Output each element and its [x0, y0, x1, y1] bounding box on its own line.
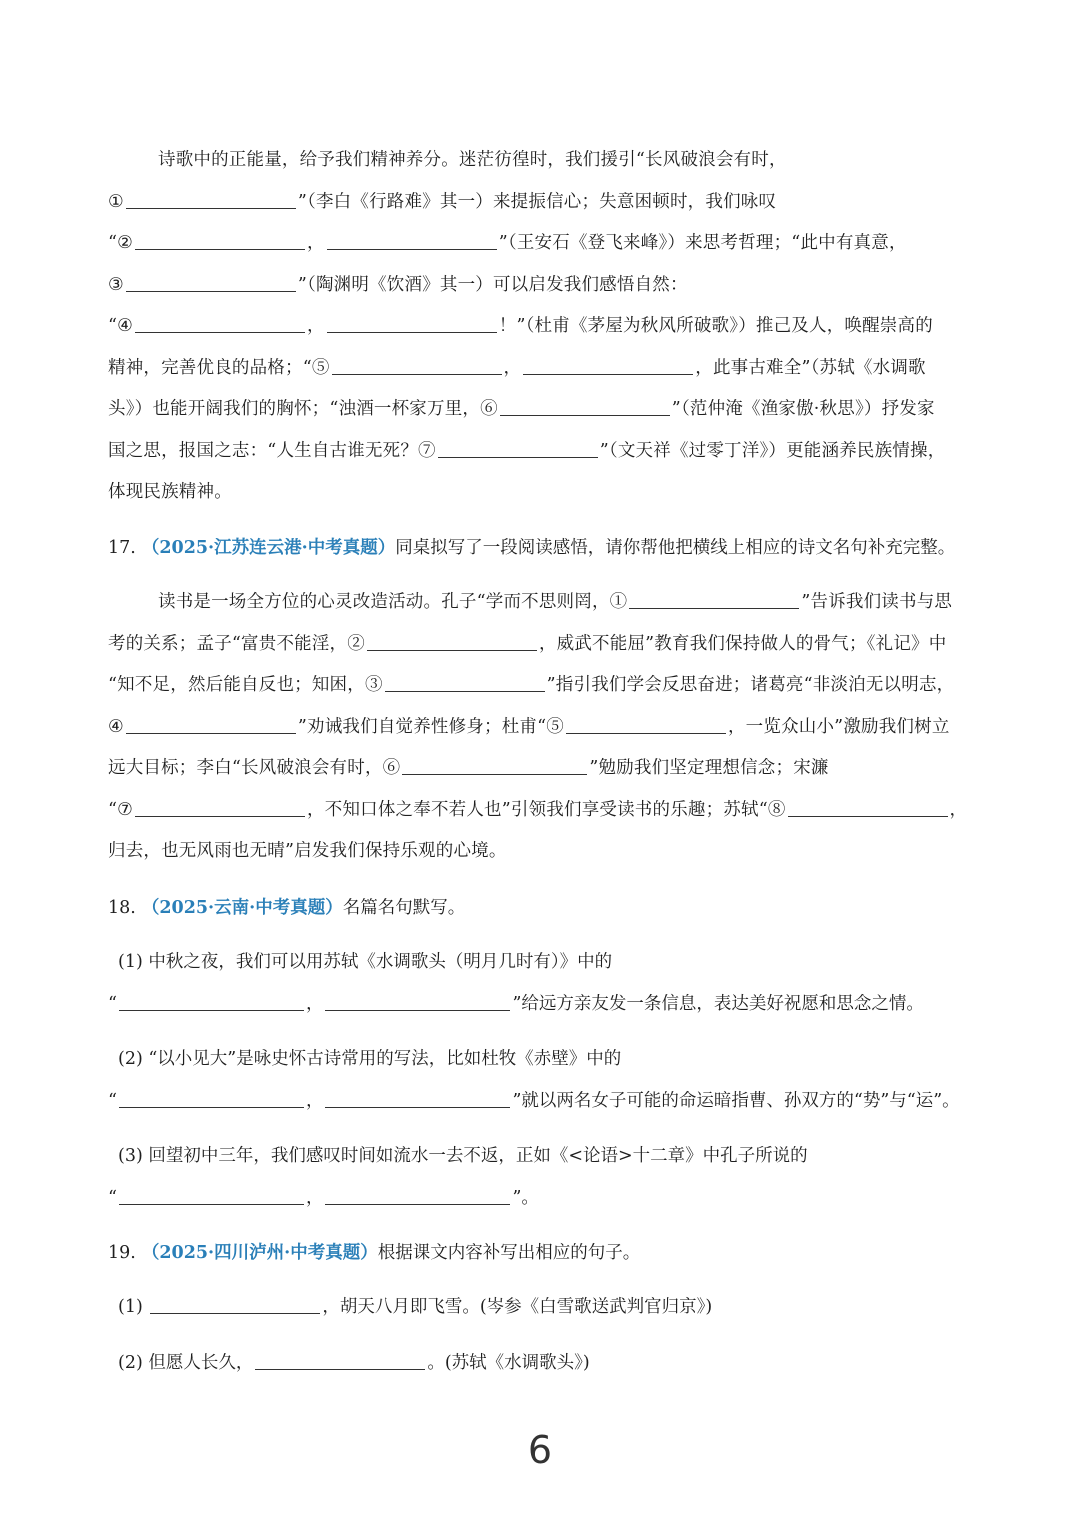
text: (3) 回望初中三年，我们感叹时间如流水一去不返，正如《<论语>十二章》中孔子所说的	[118, 1146, 808, 1166]
text: ”（陶渊明《饮酒》其一）可以启发我们感悟自然：	[297, 274, 688, 295]
question-18-part-3-answer	[108, 1183, 974, 1213]
answer-blank[interactable]	[367, 632, 537, 651]
text: ③	[108, 274, 124, 295]
text: ，	[503, 357, 522, 378]
passage-line	[108, 624, 974, 666]
text: ”（范仲淹《渔家傲·秋思》）抒发家	[671, 399, 935, 419]
answer-blank[interactable]	[135, 798, 305, 817]
text: ”（文天祥《过零丁洋》）更能涵养民族情操，	[599, 440, 946, 461]
text: (1) 中秋之夜，我们可以用苏轼《水调歌头（明月几时有）》中的	[118, 952, 613, 972]
passage-17	[108, 582, 974, 873]
question-19-part-2	[118, 1348, 974, 1378]
text: ”（王安石《登飞来峰》）来思考哲理；“此中有真意，	[498, 233, 907, 253]
text: (1)	[118, 1297, 149, 1317]
question-18-part-1-answer	[108, 989, 974, 1019]
text: (2) “以小见大”是咏史怀古诗常用的写法，比如杜牧《赤壁》中的	[118, 1049, 622, 1069]
answer-blank[interactable]	[126, 273, 296, 292]
text: ”告诉我们读书与思	[801, 592, 953, 612]
answer-blank[interactable]	[255, 1351, 425, 1370]
page-number: 6	[527, 1428, 553, 1472]
question-number: 19.	[108, 1243, 136, 1263]
answer-blank[interactable]	[327, 314, 497, 333]
answer-blank[interactable]	[332, 356, 502, 375]
text: 读书是一场全方位的心灵改造活动。孔子“学而不思则罔，①	[158, 592, 628, 612]
answer-blank[interactable]	[327, 231, 497, 250]
text: ，	[949, 799, 968, 820]
answer-blank[interactable]	[325, 1186, 510, 1205]
passage-line	[108, 182, 974, 224]
passage-line	[108, 223, 974, 265]
text: ，	[305, 994, 324, 1014]
answer-blank[interactable]	[402, 756, 587, 775]
answer-blank[interactable]	[566, 715, 726, 734]
text: ”（李白《行路难》其一）来提振信心；失意困顿时，我们咏叹	[297, 191, 777, 212]
answer-blank[interactable]	[135, 314, 305, 333]
passage-line	[108, 265, 974, 307]
passage-line	[108, 140, 974, 182]
text: 远大目标；李白“长风破浪会有时，⑥	[108, 758, 401, 778]
answer-blank[interactable]	[788, 798, 948, 817]
question-prompt: 根据课文内容补写出相应的句子。	[377, 1243, 641, 1263]
question-18-header	[108, 893, 974, 923]
question-18-part-3	[118, 1141, 974, 1171]
text: “⑦	[108, 799, 134, 820]
answer-blank[interactable]	[325, 992, 510, 1011]
text: “	[108, 994, 117, 1014]
text: ，胡天八月即飞雪。(岑参《白雪歌送武判官归京》)	[322, 1297, 713, 1317]
text: “	[108, 1091, 117, 1111]
passage-line	[108, 748, 974, 790]
text: ”给远方亲友发一条信息，表达美好祝愿和思念之情。	[512, 994, 924, 1014]
text: 考的关系；孟子“富贵不能淫，②	[108, 633, 365, 654]
text: (2) 但愿人长久，	[118, 1353, 254, 1373]
text: 国之思，报国之志：“人生自古谁无死？⑦	[108, 440, 436, 461]
text: ”就以两名女子可能的命运暗指曹、孙双方的“势”与“运”。	[512, 1091, 960, 1111]
answer-blank[interactable]	[126, 190, 296, 209]
question-18-part-2	[118, 1044, 974, 1074]
answer-blank[interactable]	[119, 1186, 304, 1205]
question-18-part-2-answer	[108, 1086, 974, 1116]
text: 头》）也能开阔我们的胸怀；“浊酒一杯家万里，⑥	[108, 399, 498, 419]
text: “知不足，然后能自反也；知困，③	[108, 675, 383, 695]
question-source: （2025·江苏连云港·中考真题）	[141, 538, 396, 558]
text: 归去，也无风雨也无晴”启发我们保持乐观的心境。	[108, 841, 507, 861]
answer-blank[interactable]	[119, 1089, 304, 1108]
question-19-header	[108, 1238, 974, 1268]
passage-line	[108, 831, 974, 873]
answer-blank[interactable]	[385, 673, 545, 692]
question-18-part-1	[118, 947, 974, 977]
question-number: 18.	[108, 898, 136, 918]
text: ，一览众山小”激励我们树立	[727, 716, 950, 737]
question-prompt: 同桌拟写了一段阅读感悟，请你帮他把横线上相应的诗文名句补充完整。	[395, 538, 956, 558]
text: ①	[108, 191, 124, 212]
question-number: 17.	[108, 538, 136, 558]
question-17-header	[108, 533, 974, 563]
answer-blank[interactable]	[150, 1295, 320, 1314]
answer-blank[interactable]	[126, 715, 296, 734]
text: ④	[108, 716, 124, 737]
text: ，不知口体之奉不若人也”引领我们享受读书的乐趣；苏轼“⑧	[307, 799, 786, 820]
answer-blank[interactable]	[135, 231, 305, 250]
text: 体现民族精神。	[108, 482, 232, 502]
text: 诗歌中的正能量，给予我们精神养分。迷茫彷徨时，我们援引“长风破浪会有时，	[158, 150, 787, 170]
answer-blank[interactable]	[500, 397, 670, 416]
text: “	[108, 1188, 117, 1208]
text: ，	[307, 316, 325, 336]
passage-line	[108, 389, 974, 431]
answer-blank[interactable]	[119, 992, 304, 1011]
question-prompt: 名篇名句默写。	[342, 898, 466, 918]
passage-line	[108, 431, 974, 473]
text: ”指引我们学会反思奋进；诸葛亮“非淡泊无以明志，	[546, 675, 955, 695]
question-19-part-1	[118, 1292, 974, 1322]
passage-line	[108, 306, 974, 348]
text: 。(苏轼《水调歌头》)	[427, 1353, 590, 1373]
passage-line	[108, 665, 974, 707]
text: ”劝诫我们自觉养性修身；杜甫“⑤	[297, 716, 564, 737]
passage-line	[108, 707, 974, 749]
text: “②	[108, 233, 134, 253]
text: ，	[307, 233, 325, 253]
answer-blank[interactable]	[629, 590, 799, 609]
passage-line	[108, 472, 974, 514]
text: ，此事古难全”（苏轼《水调歌	[695, 357, 926, 378]
text: ，	[305, 1091, 324, 1111]
text: “④	[108, 316, 134, 336]
question-source: （2025·四川泸州·中考真题）	[141, 1243, 378, 1263]
answer-blank[interactable]	[325, 1089, 510, 1108]
passage-line	[108, 582, 974, 624]
text: ！”（杜甫《茅屋为秋风所破歌》）推己及人，唤醒崇高的	[498, 316, 933, 336]
text: 精神，完善优良的品格；“⑤	[108, 357, 330, 378]
answer-blank[interactable]	[438, 439, 598, 458]
text: ”勉励我们坚定理想信念；宋濂	[589, 758, 829, 778]
question-source: （2025·云南·中考真题）	[141, 898, 343, 918]
passage-line	[108, 790, 974, 832]
passage-16	[108, 140, 974, 514]
text: ，	[305, 1188, 324, 1208]
text: ，威武不能屈”教育我们保持做人的骨气；《礼记》中	[538, 633, 947, 654]
text: ”。	[512, 1188, 539, 1208]
answer-blank[interactable]	[523, 356, 693, 375]
passage-line	[108, 348, 974, 390]
